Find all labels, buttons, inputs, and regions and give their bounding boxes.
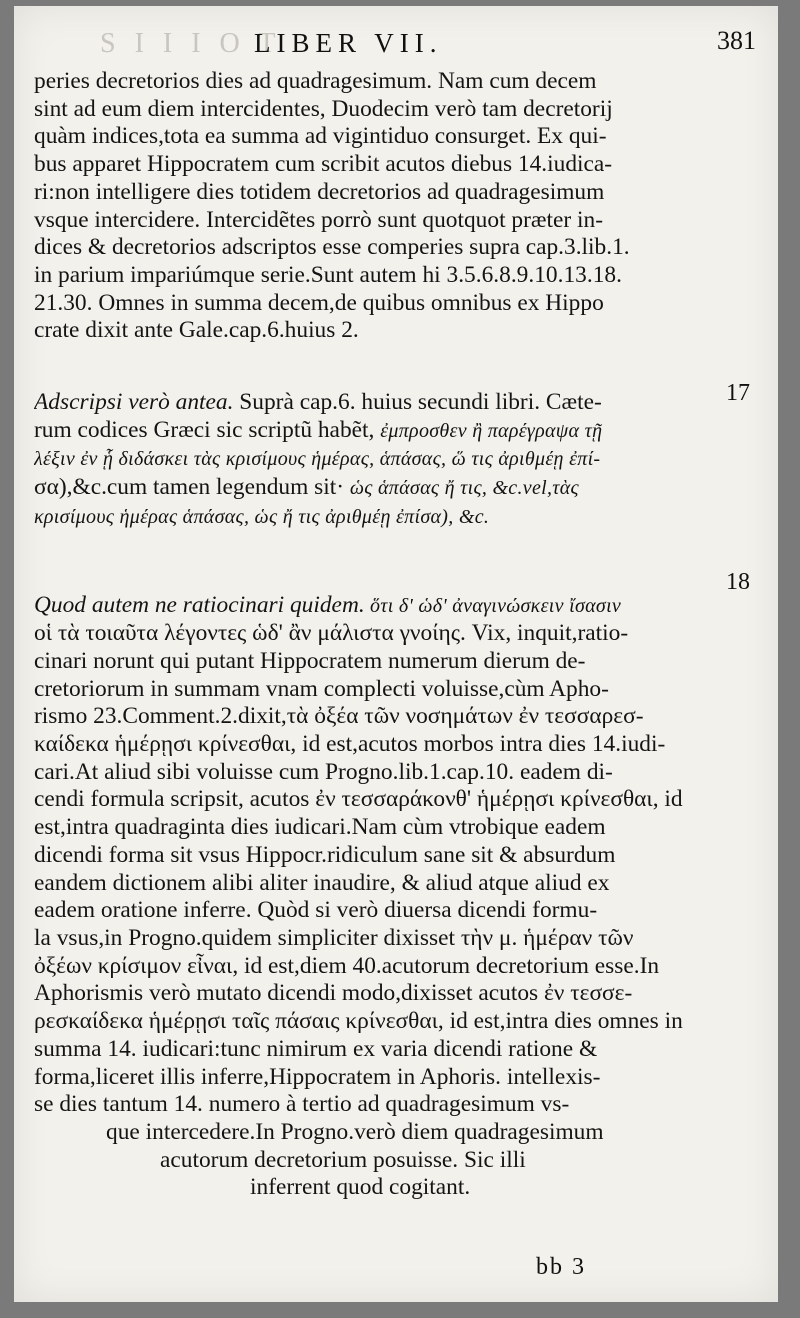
text-line: ρεσκαίδεκα ἡμέρῃσι ταῖς πάσαις κρίνεσθαι, id est,intra dies omnes in bbox=[34, 1008, 683, 1035]
text-line: se dies tantum 14. numero à tertio ad quadragesimum vs- bbox=[34, 1091, 570, 1118]
text-line: Aphorismis verò mutato dicendi modo,dixisset acutos ἐν τεσσε- bbox=[34, 980, 633, 1007]
signature-mark: bb 3 bbox=[536, 1254, 586, 1280]
text-line: vsque intercidere. Intercidẽtes porrò sunt quotquot præter in- bbox=[34, 206, 604, 233]
text-line: οἱ τὰ τοιαῦτα λέγοντες ὡδ' ἂν μάλιστα γνοίης. Vix, inquit,ratio- bbox=[34, 620, 629, 647]
text-line: Suprà cap.6. huius secundi libri. Cæte- bbox=[233, 389, 602, 416]
page-header bbox=[14, 26, 778, 62]
marginal-number-17: 17 bbox=[726, 380, 750, 406]
text-line: inferrent quod cogitant. bbox=[250, 1174, 471, 1201]
text-line: καίδεκα ἡμέρῃσι κρίνεσθαι, id est,acutos morbos intra dies 14.iudi- bbox=[34, 731, 666, 758]
text-line: peries decretorios dies ad quadragesimum. Nam cum decem bbox=[34, 68, 597, 94]
text-line: rismo 23.Comment.2.dixit,τὰ ὀξέα τῶν νοσημάτων ἐν τεσσαρεσ- bbox=[34, 703, 644, 730]
body-text bbox=[34, 68, 724, 1202]
text-line: summa 14. iudicari:tunc nimirum ex varia dicendi ratione & bbox=[34, 1035, 598, 1062]
paragraph-3 bbox=[34, 592, 724, 1202]
paragraph-2 bbox=[34, 389, 724, 532]
text-line: 21.30. Omnes in summa decem,de quibus omnibus ex Hippo bbox=[34, 289, 604, 316]
text-line: quàm indices,tota ea summa ad vigintiduo consurget. Ex qui- bbox=[34, 123, 607, 150]
greek-text: ὡς ἁπάσας ἤ τις, &c.vel,τὰς bbox=[349, 477, 579, 500]
text-line: dices & decretorios adscriptos esse comperies supra cap.3.lib.1. bbox=[34, 234, 630, 261]
greek-text: ἐμπροσθεν ἢ παρέγραψα τῇ bbox=[380, 419, 603, 442]
text-line: dicendi forma sit vsus Hippocr.ridiculum sane sit & absurdum bbox=[34, 841, 616, 868]
greek-text: λέξιν ἐν ᾗ διδάσκει τὰς κρισίμους ἡμέρας, ἁπάσας, ὥ τις ἀριθμέῃ ἐπί- bbox=[34, 448, 601, 471]
paragraph-1 bbox=[34, 68, 724, 345]
text-line: acutorum decretorium posuisse. Sic illi bbox=[160, 1146, 526, 1173]
text-line: ὀξέων κρίσιμον εἶναι, id est,diem 40.acutorum decretorium esse.In bbox=[34, 952, 660, 979]
text-line: cendi formula scripsit, acutos ἐν τεσσαράκονθ' ἡμέρῃσι κρίνεσθαι, id bbox=[34, 786, 683, 813]
book-page bbox=[14, 6, 778, 1302]
page-number: 381 bbox=[717, 26, 756, 55]
annotation-lemma: Quod autem ne ratiocinari quidem. bbox=[34, 591, 365, 618]
greek-text: κρισίμους ἡμέρας ἁπάσας, ὡς ἤ τις ἀριθμέῃ ἐπίσα), &c. bbox=[34, 505, 490, 528]
text-line: in parium impariúmque serie.Sunt autem hi 3.5.6.8.9.10.13.18. bbox=[34, 261, 622, 288]
text-line: σα),&c.cum tamen legendum sit· bbox=[34, 474, 350, 501]
greek-text: ὅτι δ' ὡδ' ἀναγινώσκειν ἴσασιν bbox=[364, 594, 622, 617]
running-head: LIBER VII. bbox=[254, 28, 443, 58]
text-line: cinari norunt qui putant Hippocratem numerum dierum de- bbox=[34, 647, 586, 674]
text-line: eadem oratione inferre. Quòd si verò diuersa dicendi formu- bbox=[34, 897, 598, 924]
text-line: crate dixit ante Gale.cap.6.huius 2. bbox=[34, 317, 359, 344]
text-line: forma,liceret illis inferre,Hippocratem in Aphoris. intellexis- bbox=[34, 1063, 601, 1090]
text-line: bus apparet Hippocratem cum scribit acutos diebus 14.iudica- bbox=[34, 151, 613, 178]
text-line: rum codices Græci sic scriptũ habẽt, bbox=[34, 416, 381, 443]
text-line: la vsus,in Progno.quidem simpliciter dixisset τὴν μ. ἡμέραν τῶν bbox=[34, 924, 634, 951]
text-line: cretoriorum in summam vnam complecti voluisse,cùm Apho- bbox=[34, 675, 609, 702]
text-line: que intercedere.In Progno.verò diem quadragesimum bbox=[106, 1118, 604, 1145]
text-line: est,intra quadraginta dies iudicari.Nam cùm vtrobique eadem bbox=[34, 814, 606, 841]
text-line: ri:non intelligere dies totidem decretorios ad quadragesimum bbox=[34, 178, 605, 205]
annotation-lemma: Adscripsi verò antea. bbox=[34, 389, 234, 416]
marginal-number-18: 18 bbox=[726, 569, 750, 595]
text-line: cari.At aliud sibi voluisse cum Progno.lib.1.cap.10. eadem di- bbox=[34, 758, 613, 785]
bleed-through-text: S I I I O T bbox=[100, 28, 282, 59]
text-line: sint ad eum diem intercidentes, Duodecim verò tam decretorij bbox=[34, 95, 613, 122]
text-line: eandem dictionem alibi aliter inaudire, & aliud atque aliud ex bbox=[34, 869, 610, 896]
